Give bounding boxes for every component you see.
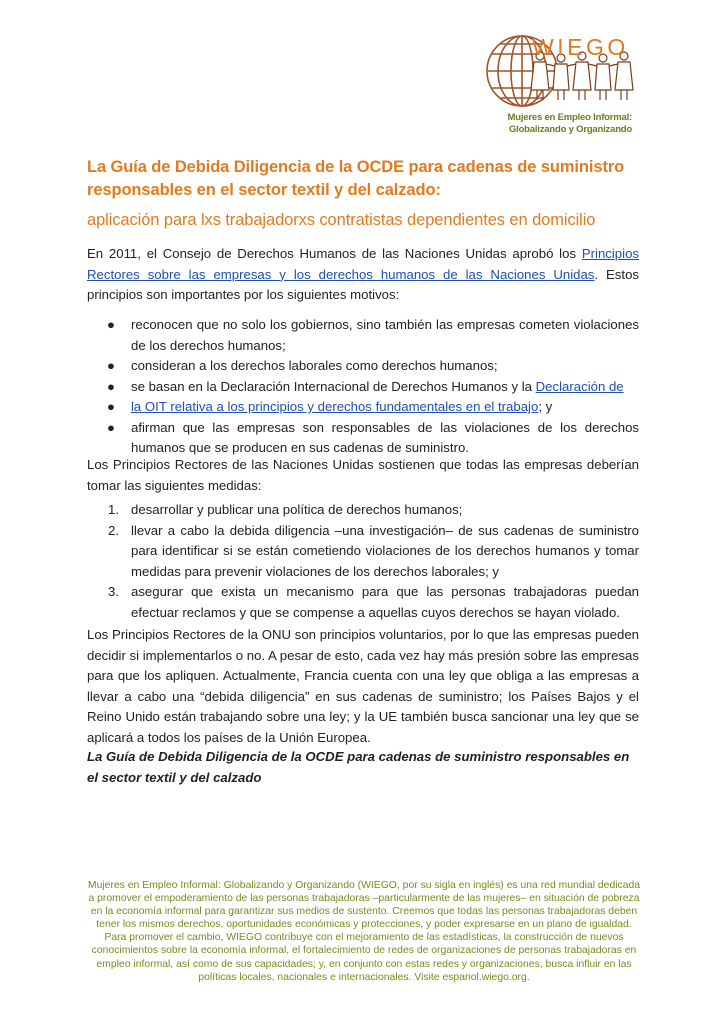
wiego-logo [484, 34, 644, 144]
list-item-text: afirman que las empresas son responsables de las violaciones de los derechos humanos que se producen en sus cadenas de suministro. [131, 419, 639, 455]
list-item-text: ; y [538, 399, 553, 414]
measures-intro-paragraph: Los Principios Rectores de las Naciones Unidas sostienen que todas las empresas deberían tomar las siguientes medidas: [87, 457, 639, 493]
logo-tagline-line1: Mujeres en Empleo Informal: [507, 112, 632, 123]
list-item-text: se basan en la Declaración Internacional de Derechos Humanos y la [131, 378, 536, 394]
list-item [87, 377, 639, 398]
list-item [87, 397, 639, 418]
list-number: 1. [108, 502, 119, 517]
list-item-text: llevar a cabo la debida diligencia –una investigación– de sus cadenas de suministro para identificar si se están cometiendo violaciones de los derechos humanos y tomar medidas para prevenir violaciones de los derechos laborales; y [131, 522, 639, 579]
section-heading: La Guía de Debida Diligencia de la OCDE para cadenas de suministro responsables en el sector textil y del calzado [87, 749, 630, 785]
list-item [87, 356, 639, 377]
ilo-declaration-link-continued[interactable]: la OIT relativa a los principios y derechos fundamentales en el trabajo [131, 399, 539, 414]
measures-list [87, 500, 639, 623]
bullet-icon: ● [107, 419, 115, 435]
footer-about-wiego: Mujeres en Empleo Informal: Globalizando y Organizando (WIEGO, por su sigla en inglés) es una red mundial dedicada a promover el empoderamiento de las personas trabajadoras –particularmente de las mujeres– en situación de pobreza en la economía informal para garantizar sus medios de sustento. Creemos que todas las personas trabajadoras deben tener los mismos derechos, oportunidades económicas y protecciones, y poder expresarse en un plano de igualdad. Para promover el cambio, WIEGO contribuye con el mejoramiento de las estadísticas, la construcción de nuevos conocimientos sobre la economía informal, el fortalecimiento de redes de organizaciones de personas trabajadoras en empleo informal, así como de sus capacidades; y, en conjunto con estas redes y organizaciones, busca influir en las políticas locales, nacionales e internacionales. Visite espanol.wiego.org. [87, 880, 641, 983]
list-item [87, 582, 639, 623]
list-item [87, 521, 639, 583]
list-item [87, 500, 639, 521]
bullet-icon: ● [107, 399, 115, 414]
ilo-declaration-link[interactable]: Declaración de [535, 378, 624, 394]
list-item-text: desarrollar y publicar una política de derechos humanos; [131, 502, 463, 517]
motives-list [87, 315, 639, 459]
intro-paragraph [87, 244, 639, 306]
logo-tagline [498, 112, 632, 136]
document-subtitle: aplicación para lxs trabajadorxs contratistas dependientes en domicilio [87, 211, 596, 229]
list-number: 2. [108, 522, 119, 538]
voluntary-principles-paragraph: Los Principios Rectores de la ONU son principios voluntarios, por lo que las empresas pueden decidir si implementarlos o no. A pesar de esto, cada vez hay más presión sobre las empresas para que los apliquen. Actualmente, Francia cuenta con una ley que obliga a las empresas a llevar a cabo una “debida diligencia” en sus cadenas de suministro; los Países Bajos y el Reino Unido están trabajando sobre una ley; y la UE también busca sancionar una ley que se aplicará a todos los países de la Unión Europea. [87, 627, 639, 745]
logo-wordmark: WIEGO [532, 34, 629, 60]
list-item [87, 418, 639, 459]
list-item-text: consideran a los derechos laborales como derechos humanos; [131, 358, 498, 373]
bullet-icon: ● [107, 317, 115, 332]
list-item [87, 315, 639, 356]
un-guiding-principles-link[interactable]: Principios Rectores sobre las empresas y los derechos humanos de las Naciones Unidas [87, 246, 639, 282]
list-item-text: reconocen que no solo los gobiernos, sino también las empresas cometen violaciones de los derechos humanos; [131, 317, 639, 353]
bullet-icon: ● [107, 378, 115, 394]
logo-tagline-line2: Globalizando y Organizando [508, 124, 632, 135]
intro-text-after: . Estos principios son importantes por los siguientes motivos: [87, 266, 639, 302]
intro-text-before: En 2011, el Consejo de Derechos Humanos de las Naciones Unidas aprobó los [87, 246, 582, 261]
document-title: La Guía de Debida Diligencia de la OCDE para cadenas de suministro responsables en el sector textil y del calzado: [87, 158, 625, 199]
bullet-icon: ● [107, 358, 115, 373]
list-number: 3. [108, 584, 119, 599]
list-item-text: asegurar que exista un mecanismo para que las personas trabajadoras puedan efectuar reclamos y que se compense a aquellas cuyos derechos se hayan violado. [131, 584, 639, 620]
